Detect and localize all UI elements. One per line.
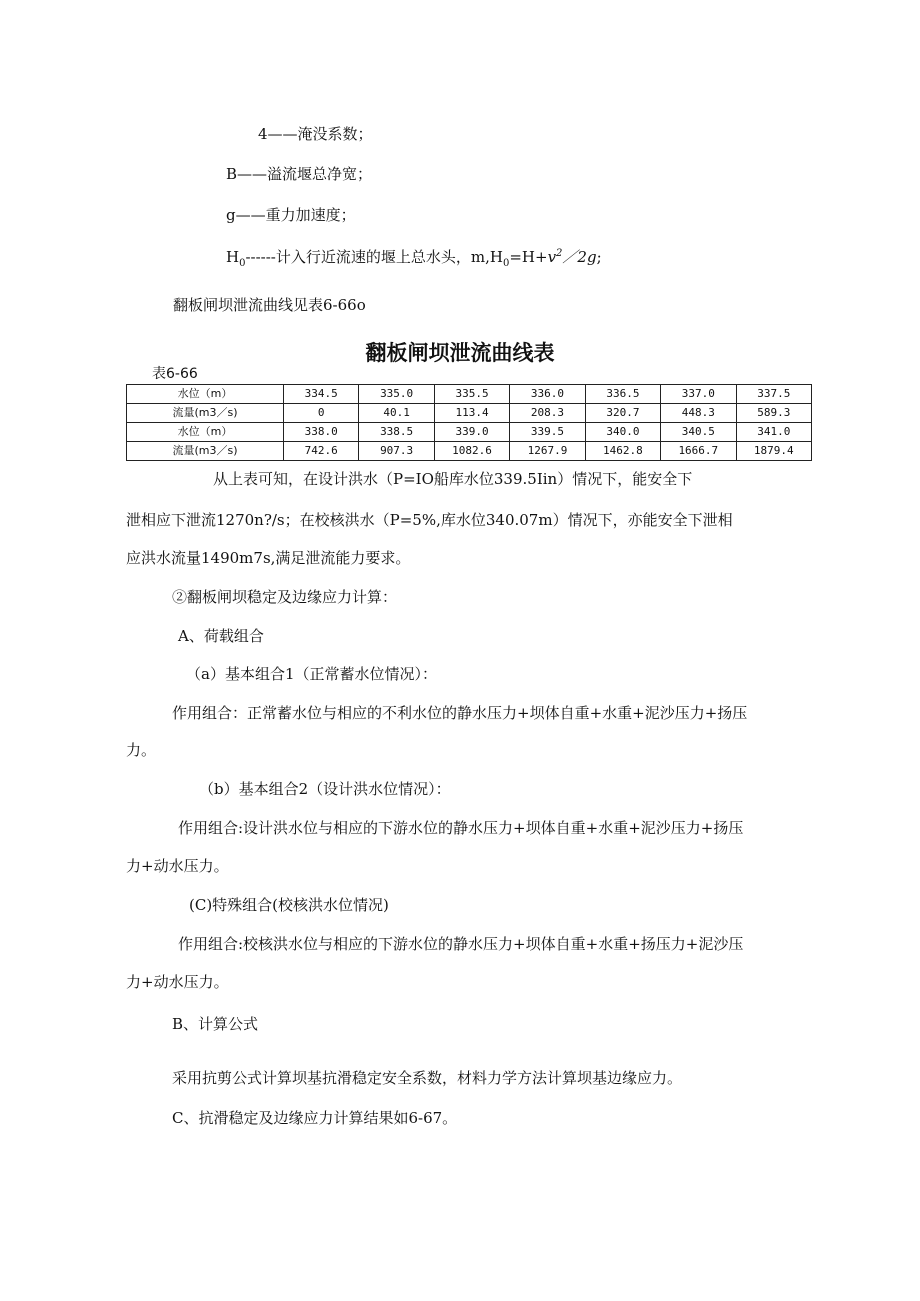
combination-a-heading: （a）基本组合1（正常蓄水位情况）： [186,665,437,683]
h0-text: 计入行近流速的堰上总水头，m,H [275,248,503,266]
table-cell: 320.7 [585,404,660,423]
h0-formula-a: =H [509,248,535,266]
h0-dash: ------ [245,248,276,266]
table-cell: 339.0 [434,423,509,442]
table-cell: 335.5 [434,385,509,404]
definition-line-b [226,164,372,184]
combination-a-text: 作用组合：正常蓄水位与相应的不利水位的静水压力+坝体自重+水重+泥沙压力+扬压 [172,704,748,722]
table-cell: 589.3 [736,404,811,423]
table-cell: 337.5 [736,385,811,404]
table-cell: 341.0 [736,423,811,442]
paragraph-conclusion-2: 泄相应下泄流1270n?/s；在校核洪水（P=5%,库水位340.07m）情况下，亦能安全下泄相 [126,511,733,529]
h0-symbol: H [226,248,240,266]
subheading-results: C、抗滑稳定及边缘应力计算结果如6-67。 [172,1109,458,1127]
h0-subscript-2: 0 [502,258,510,269]
section-heading-stability: ②翻板闸坝稳定及边缘应力计算： [172,588,398,606]
definition-line-g [226,205,356,225]
definition-dash: —— [237,165,268,183]
combination-a-text-cont: 力。 [126,741,157,759]
definition-symbol: 4 [258,125,268,143]
definition-text: 溢流堰总净宽； [267,165,373,183]
combination-c-text: 作用组合:校核洪水位与相应的下游水位的静水压力+坝体自重+水重+扬压力+泥沙压 [178,935,744,953]
table-cell: 742.6 [284,442,359,461]
table-cell: 336.0 [510,385,585,404]
definition-symbol: B [226,165,238,183]
table-row [127,423,812,442]
discharge-curve-table [126,384,812,461]
subheading-formula: B、计算公式 [172,1015,259,1033]
definition-symbol: g [226,206,236,224]
table-cell: 1462.8 [585,442,660,461]
table-cell: 907.3 [359,442,434,461]
table-cell: 339.5 [510,423,585,442]
table-cell: 208.3 [510,404,585,423]
h0-formula-b: +v [535,248,557,266]
h0-formula-c: ／2g [562,248,597,266]
row-header: 水位（m） [127,385,284,404]
combination-c-text-cont: 力+动水压力。 [126,973,229,991]
h0-end: ; [596,248,602,266]
h0-superscript: 2 [556,248,563,259]
row-header: 流量(m3／s) [127,442,284,461]
table-cell: 1082.6 [434,442,509,461]
table-cell: 0 [284,404,359,423]
combination-c-heading: (C)特殊组合(校核洪水位情况) [189,896,389,914]
paragraph-conclusion-1: 从上表可知，在设计洪水（P=IO船库水位339.5Iin）情况下，能安全下 [213,470,693,488]
table-label: 表6-66 [152,366,198,382]
paragraph-method: 采用抗剪公式计算坝基抗滑稳定安全系数，材料力学方法计算坝基边缘应力。 [172,1069,683,1087]
table-row [127,442,812,461]
definition-line-sigma [258,124,373,144]
definition-line-h0 [226,244,602,274]
table-cell: 40.1 [359,404,434,423]
combination-b-text: 作用组合:设计洪水位与相应的下游水位的静水压力+坝体自重+水重+泥沙压力+扬压 [178,819,744,837]
combination-b-heading: （b）基本组合2（设计洪水位情况）： [199,780,451,798]
table-cell: 1879.4 [736,442,811,461]
subheading-load-combination: A、荷载组合 [178,627,264,645]
table-cell: 338.0 [284,423,359,442]
table-cell: 335.0 [359,385,434,404]
table-row [127,404,812,423]
table-cell: 113.4 [434,404,509,423]
table-title: 翻板闸坝泄流曲线表 [365,341,555,365]
table-cell: 1666.7 [661,442,736,461]
table-cell: 340.0 [585,423,660,442]
intro-paragraph: 翻板闸坝泄流曲线见表6-66o [173,296,366,314]
table-cell: 336.5 [585,385,660,404]
combination-b-text-cont: 力+动水压力。 [126,857,229,875]
table-cell: 334.5 [284,385,359,404]
row-header: 水位（m） [127,423,284,442]
table-cell: 448.3 [661,404,736,423]
h0-subscript: 0 [239,258,246,269]
table-cell: 338.5 [359,423,434,442]
definition-dash: —— [235,206,266,224]
definition-text: 重力加速度； [265,206,356,224]
definition-dash: —— [267,125,298,143]
table-cell: 337.0 [661,385,736,404]
paragraph-conclusion-3: 应洪水流量1490m7s,满足泄流能力要求。 [126,549,411,567]
table-row [127,385,812,404]
row-header: 流量(m3／s) [127,404,284,423]
table-cell: 1267.9 [510,442,585,461]
table-cell: 340.5 [661,423,736,442]
definition-text: 淹没系数； [297,125,373,143]
